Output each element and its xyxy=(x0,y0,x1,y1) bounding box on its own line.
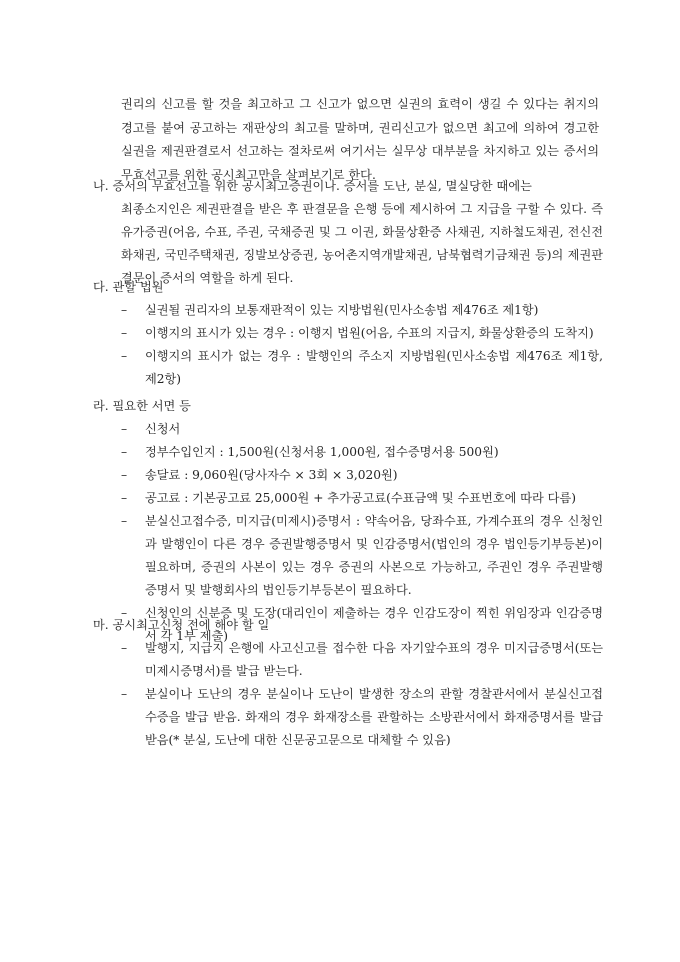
list-item: – 발행지, 지급지 은행에 사고신고를 접수한 다음 자기앞수표의 경우 미지급증명서(또는 미제시증명서)를 발급 받는다. xyxy=(121,637,603,683)
list-item: – 공고료 : 기본공고료 25,000원 + 추가공고료(수표금액 및 수표번호에 따라 다름) xyxy=(121,487,603,510)
section-title: 나. 증서의 무효선고를 위한 공시최고증권이나. 증서를 도난, 분실, 멸실당한 때에는 xyxy=(93,179,532,193)
list-item: – 이행지의 표시가 있는 경우 : 이행지 법원(어음, 수표의 지급지, 화물상환증의 도착지) xyxy=(121,322,603,345)
section-na xyxy=(93,175,603,290)
list-item: – 정부수입인지 : 1,500원(신청서용 1,000원, 접수증명서용 500원) xyxy=(121,441,603,464)
dash-marker: – xyxy=(121,349,128,363)
section-title: 다. 관할 법원 xyxy=(93,280,164,294)
dash-marker: – xyxy=(121,326,128,340)
list-item: – 송달료 : 9,060원(당사자수 × 3회 × 3,020원) xyxy=(121,464,603,487)
section-ra xyxy=(93,395,603,648)
section-ma xyxy=(93,614,603,752)
dash-marker: – xyxy=(121,445,128,459)
dash-marker: – xyxy=(121,641,128,655)
list-item: – 분실이나 도난의 경우 분실이나 도난이 발생한 장소의 관할 경찰관서에서 분실신고접수증을 발급 받음. 화재의 경우 화재장소를 관할하는 소방관서에서 화재증명서를 발급 받음(* 분실, 도난에 대한 신문공고문으로 대체할 수 있음) xyxy=(121,683,603,752)
dash-marker: – xyxy=(121,468,128,482)
section-title: 마. 공시최고신청 전에 해야 할 일 xyxy=(93,618,270,632)
section-title: 라. 필요한 서면 등 xyxy=(93,399,191,413)
dash-marker: – xyxy=(121,687,128,701)
dash-marker: – xyxy=(121,422,128,436)
intro-paragraph: 권리의 신고를 할 것을 최고하고 그 신고가 없으면 실권의 효력이 생길 수 있다는 취지의 경고를 붙여 공고하는 재판상의 최고를 말하며, 권리신고가 없으면 최고에 의하여 경고한 실권을 제권판결로서 선고하는 절차로써 여기서는 실무상 대부분을 차지하고 있는 증서의 무효선고를 위한 공시최고만을 살펴보기로 한다. xyxy=(121,97,599,182)
dash-marker: – xyxy=(121,303,128,317)
list-item: – 이행지의 표시가 없는 경우 : 발행인의 주소지 지방법원(민사소송법 제476조 제1항, 제2항) xyxy=(121,345,603,391)
dash-marker: – xyxy=(121,606,128,620)
list-item: – 신청서 xyxy=(121,418,603,441)
section-body: 최종소지인은 제권판결을 받은 후 판결문을 은행 등에 제시하여 그 지급을 구할 수 있다. 즉 유가증권(어음, 수표, 주권, 국채증권 및 그 이권, 화물상환증 사채권, 지하철도채권, 전신전화채권, 국민주택채권, 징발보상증권, 농어촌지역개발채권, 남북협력기금채권 등)의 제권판결문이 증서의 역할을 하게 된다. xyxy=(121,202,603,285)
dash-marker: – xyxy=(121,514,128,528)
list-item: – 분실신고접수증, 미지급(미제시)증명서 : 약속어음, 당좌수표, 가계수표의 경우 신청인과 발행인이 다른 경우 증권발행증명서 및 인감증명서(법인의 경우 법인등기부등본)이 필요하며, 증권의 사본이 있는 경우 증권의 사본으로 가능하고, 주권인 경우 주권발행증명서 및 발행회사의 법인등기부등본이 필요하다. xyxy=(121,510,603,602)
dash-marker: – xyxy=(121,491,128,505)
list-item: – 실권될 권리자의 보통재판적이 있는 지방법원(민사소송법 제476조 제1항) xyxy=(121,299,603,322)
section-da xyxy=(93,276,603,391)
list-item: – 신청인의 신분증 및 도장(대리인이 제출하는 경우 인감도장이 찍힌 위임장과 인감증명서 각 1부 제출) xyxy=(121,602,603,648)
